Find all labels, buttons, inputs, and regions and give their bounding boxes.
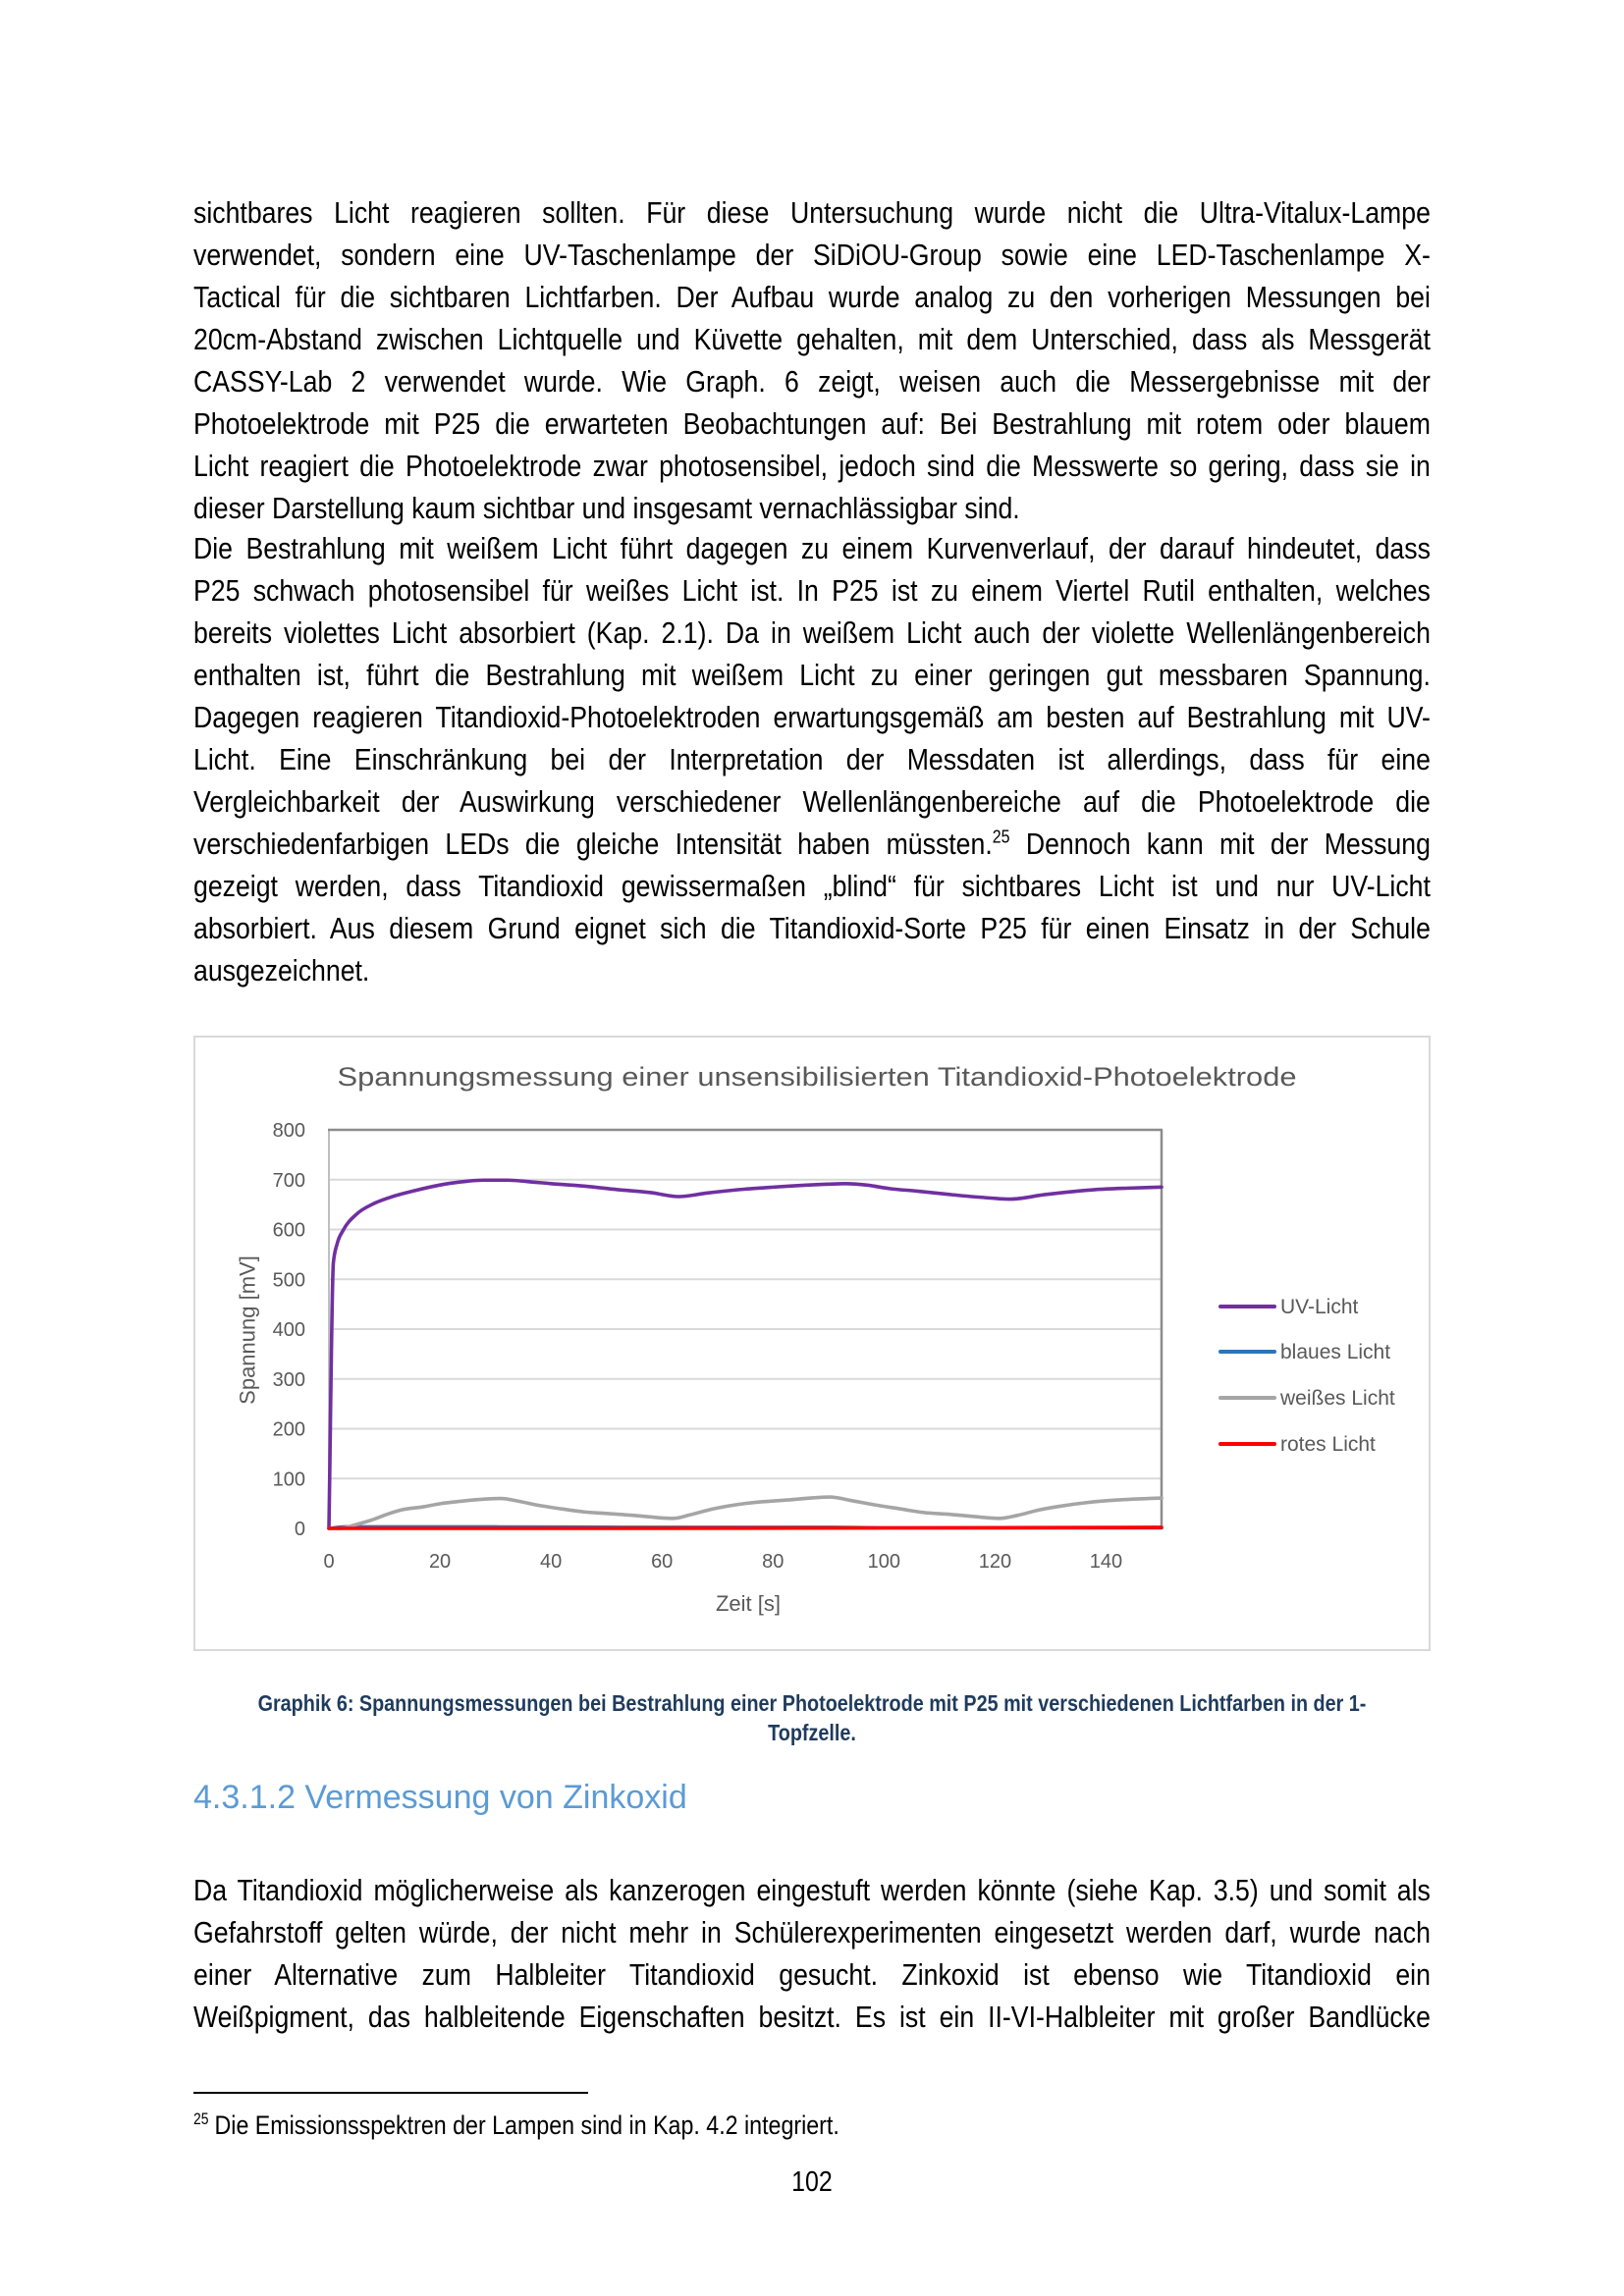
x-tick-label: 40 [540,1551,563,1573]
chart-title: Spannungsmessung einer unsensibilisierten Titandioxid-Photoelektrode [337,1062,1297,1092]
text-line: ausgezeichnet. [193,953,370,988]
legend-label: rotes Licht [1280,1433,1376,1456]
text-line: Tactical für die sichtbaren Lichtfarben. Der Aufbau wurde analog zu den vorherigen Messungen bei [193,280,1431,314]
footnote [193,2109,839,2142]
y-tick-label: 600 [272,1219,305,1242]
text-line: Weißpigment, das halbleitende Eigenschaften besitzt. Es ist ein II-VI-Halbleiter mit großer Bandlücke [193,2000,1431,2034]
text-segment: verschiedenfarbigen LEDs die gleiche Intensität haben müssten. [193,827,993,861]
text-line: Licht reagiert die Photoelektrode zwar photosensibel, jedoch sind die Messwerte so gering, dass sie in [193,449,1431,483]
y-tick-label: 400 [272,1319,305,1341]
x-axis-title: Zeit [s] [715,1591,782,1616]
figure-caption: Topfzelle. [768,1720,856,1745]
text-line: Gefahrstoff gelten würde, der nicht mehr in Schülerexperimenten eingesetzt werden darf, wurde nach [193,1915,1431,1949]
legend-label: UV-Licht [1280,1296,1359,1318]
x-tick-label: 60 [651,1551,674,1573]
paragraph [193,527,1431,991]
text-line: 20cm-Abstand zwischen Lichtquelle und Küvette gehalten, mit dem Unterschied, dass als Messgerät [193,322,1431,356]
footnote-reference: 25 [992,826,1010,847]
text-line: gezeigt werden, dass Titandioxid gewissermaßen „blind“ für sichtbares Licht ist und nur UV-Licht [193,869,1431,903]
text-line: absorbiert. Aus diesem Grund eignet sich die Titandioxid-Sorte P25 für einen Einsatz in der Schule [193,911,1431,945]
text-line: Photoelektrode mit P25 die erwarteten Beobachtungen auf: Bei Bestrahlung mit rotem oder blauem [193,406,1431,441]
section-heading: 4.3.1.2 Vermessung von Zinkoxid [193,1779,687,1816]
x-tick-label: 20 [428,1551,452,1573]
legend-label: weißes Licht [1280,1387,1395,1410]
x-tick-label: 80 [762,1551,785,1573]
voltage-line-chart [193,1036,1431,1651]
text-line: dieser Darstellung kaum sichtbar und insgesamt vernachlässigbar sind. [193,491,1020,525]
text-line: verwendet, sondern eine UV-Taschenlampe der SiDiOU-Group sowie eine LED-Taschenlampe X- [193,238,1431,272]
page-number: 102 [791,2166,833,2198]
y-tick-label: 0 [294,1519,305,1540]
y-tick-label: 100 [272,1468,305,1491]
y-tick-label: 500 [272,1269,305,1292]
y-tick-label: 700 [272,1169,305,1192]
text-segment: Dennoch kann mit der Messung [1009,827,1431,861]
y-tick-label: 300 [272,1368,305,1391]
text-line: Dagegen reagieren Titandioxid-Photoelektroden erwartungsgemäß am besten auf Bestrahlung mit UV- [193,700,1431,734]
y-axis-tick-labels [273,1120,305,1540]
footnote-separator [193,2092,588,2094]
text-line: einer Alternative zum Halbleiter Titandioxid gesucht. Zinkoxid ist ebenso wie Titandioxid ein [193,1957,1431,1992]
legend-label: blaues Licht [1280,1341,1391,1363]
x-tick-label: 140 [1089,1551,1123,1573]
paragraph [193,191,1431,529]
text-line: bereits violettes Licht absorbiert (Kap. 2.1). Da in weißem Licht auch der violette Wellenlängenbereich [193,615,1431,650]
text-line: Vergleichbarkeit der Auswirkung verschiedener Wellenlängenbereiche auf die Photoelektrode die [193,784,1431,819]
y-axis-title: Spannung [mV] [235,1255,260,1405]
text-line: Die Bestrahlung mit weißem Licht führt dagegen zu einem Kurvenverlauf, der darauf hindeutet, dass [193,531,1431,565]
figure-caption: Graphik 6: Spannungsmessungen bei Bestrahlung einer Photoelektrode mit P25 mit verschiedenen Lichtfarben in der 1- [257,1690,1367,1716]
text-line: CASSY-Lab 2 verwendet wurde. Wie Graph. 6 zeigt, weisen auch die Messergebnisse mit der [193,364,1431,399]
x-tick-label: 120 [978,1551,1012,1573]
text-line: Da Titandioxid möglicherweise als kanzerogen eingestuft werden könnte (siehe Kap. 3.5) und somit als [193,1873,1431,1907]
paragraph [193,1869,1431,2038]
y-tick-label: 200 [272,1418,305,1441]
text-line: enthalten ist, führt die Bestrahlung mit weißem Licht zu einer geringen gut messbaren Spannung. [193,658,1431,692]
x-tick-label: 100 [867,1551,901,1573]
x-tick-label: 0 [323,1551,335,1573]
series-line-rotes-licht [329,1527,1162,1528]
footnote-text: Die Emissionsspektren der Lampen sind in Kap. 4.2 integriert. [214,2110,839,2140]
text-line: P25 schwach photosensibel für weißes Licht ist. In P25 ist zu einem Viertel Rutil enthalten, welches [193,573,1431,608]
footnote-marker: 25 [193,2110,209,2128]
y-tick-label: 800 [272,1120,305,1142]
text-line: sichtbares Licht reagieren sollten. Für diese Untersuchung wurde nicht die Ultra-Vitalux-Lampe [193,195,1431,230]
text-line: Licht. Eine Einschränkung bei der Interpretation der Messdaten ist allerdings, dass für eine [193,742,1431,776]
text-line [193,823,1431,865]
